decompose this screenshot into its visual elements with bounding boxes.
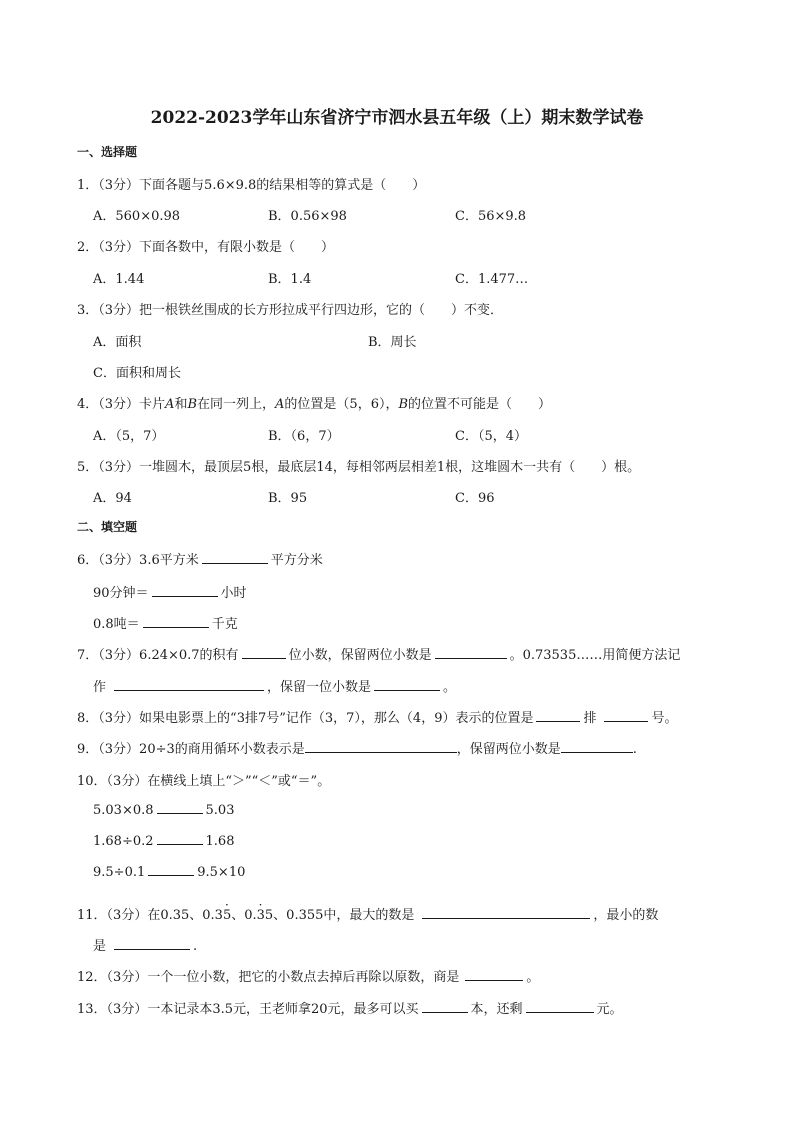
question-3-option-a: A．面积 <box>93 335 142 350</box>
question-1-option-b: B．0.56×98 <box>268 209 347 224</box>
question-10-row-1: 5.03×0.8 5.03 <box>93 803 235 818</box>
question-3-option-b: B．周长 <box>368 335 417 350</box>
answer-blank[interactable] <box>148 863 194 876</box>
answer-blank[interactable] <box>422 906 590 919</box>
question-13: 13．（3分）一本记录本3.5元，王老师拿20元，最多可以买 本，还剩 元。 <box>77 1002 623 1017</box>
question-5-option-b: B．95 <box>268 491 308 506</box>
answer-blank[interactable] <box>536 709 580 722</box>
question-5-stem: 5．（3分）一堆圆木，最顶层5根，最底层14，每相邻两层相差1根，这堆圆木一共有（ ）根。 <box>77 460 641 475</box>
answer-blank[interactable] <box>561 740 633 753</box>
question-4-option-a: A．（5，7） <box>93 429 165 444</box>
question-3-stem: 3．（3分）把一根铁丝围成的长方形拉成平行四边形，它的（ ）不变． <box>77 303 504 318</box>
question-11-line-2: 是 . <box>93 939 198 954</box>
question-1-option-c: C．56×9.8 <box>455 209 527 224</box>
answer-blank[interactable] <box>152 584 218 597</box>
question-11-line-1: 11．（3分）在0.35、0.35 ·、0.3 ·5、0.355中，最大的数是 ，最小的数 <box>77 904 658 923</box>
question-5-option-a: A．94 <box>93 491 132 506</box>
answer-blank[interactable] <box>157 801 203 814</box>
question-2-stem: 2．（3分）下面各数中，有限小数是（ ） <box>77 240 335 255</box>
question-6-line-2: 90分钟＝ 小时 <box>93 586 247 601</box>
answer-blank[interactable] <box>374 678 440 691</box>
question-4-option-c: C．（5，4） <box>455 429 527 444</box>
question-2-option-a: A．1.44 <box>93 272 145 287</box>
question-1-option-a: A．560×0.98 <box>93 209 181 224</box>
answer-blank[interactable] <box>114 678 264 691</box>
page-title: 2022-2023学年山东省济宁市泗水县五年级（上）期末数学试卷 <box>150 108 644 128</box>
answer-blank[interactable] <box>242 646 286 659</box>
answer-blank[interactable] <box>422 1000 468 1013</box>
question-1-stem: 1．（3分）下面各题与5.6×9.8的结果相等的算式是（ ） <box>77 178 426 193</box>
answer-blank[interactable] <box>526 1000 594 1013</box>
question-4-stem: 4．（3分）卡片A和B在同一列上，A的位置是（5，6），B的位置不可能是（ ） <box>77 397 552 412</box>
answer-blank[interactable] <box>435 646 507 659</box>
section-heading-fill-blank: 二、填空题 <box>77 520 138 534</box>
question-6-line-1: 6．（3分）3.6平方米 平方分米 <box>77 553 323 568</box>
repeating-digit: 5 · <box>223 908 231 923</box>
question-3-option-c: C．面积和周长 <box>93 366 181 381</box>
question-10-row-2: 1.68÷0.2 1.68 <box>93 834 235 849</box>
answer-blank[interactable] <box>305 740 457 753</box>
question-10-stem: 10．（3分）在横线上填上“＞”“＜”或“＝”。 <box>77 774 331 789</box>
repeating-digit: 3 · <box>257 908 265 923</box>
question-2-option-c: C．1.477… <box>455 272 529 287</box>
answer-blank[interactable] <box>114 937 190 950</box>
answer-blank[interactable] <box>143 615 209 628</box>
question-10-row-3: 9.5÷0.1 9.5×10 <box>93 865 246 880</box>
question-8: 8．（3分）如果电影票上的“3排7号”记作（3，7），那么（4，9）表示的位置是 排 号。 <box>77 711 678 726</box>
answer-blank[interactable] <box>604 709 648 722</box>
section-heading-choice: 一、选择题 <box>77 145 138 159</box>
answer-blank[interactable] <box>465 968 523 981</box>
question-7-line-1: 7．（3分）6.24×0.7的积有 位小数，保留两位小数是 。0.73535……用简便方法记 <box>77 648 681 663</box>
question-12: 12．（3分）一个一位小数，把它的小数点去掉后再除以原数，商是 。 <box>77 970 540 985</box>
answer-blank[interactable] <box>157 832 203 845</box>
question-6-line-3: 0.8吨＝ 千克 <box>93 617 238 632</box>
question-4-option-b: B．（6，7） <box>268 429 340 444</box>
question-2-option-b: B．1.4 <box>268 272 312 287</box>
question-7-line-2: 作 ，保留一位小数是 。 <box>93 680 457 695</box>
question-9: 9．（3分）20÷3的商用循环小数表示是 ，保留两位小数是 . <box>77 742 637 757</box>
question-5-option-c: C．96 <box>455 491 495 506</box>
answer-blank[interactable] <box>202 551 268 564</box>
